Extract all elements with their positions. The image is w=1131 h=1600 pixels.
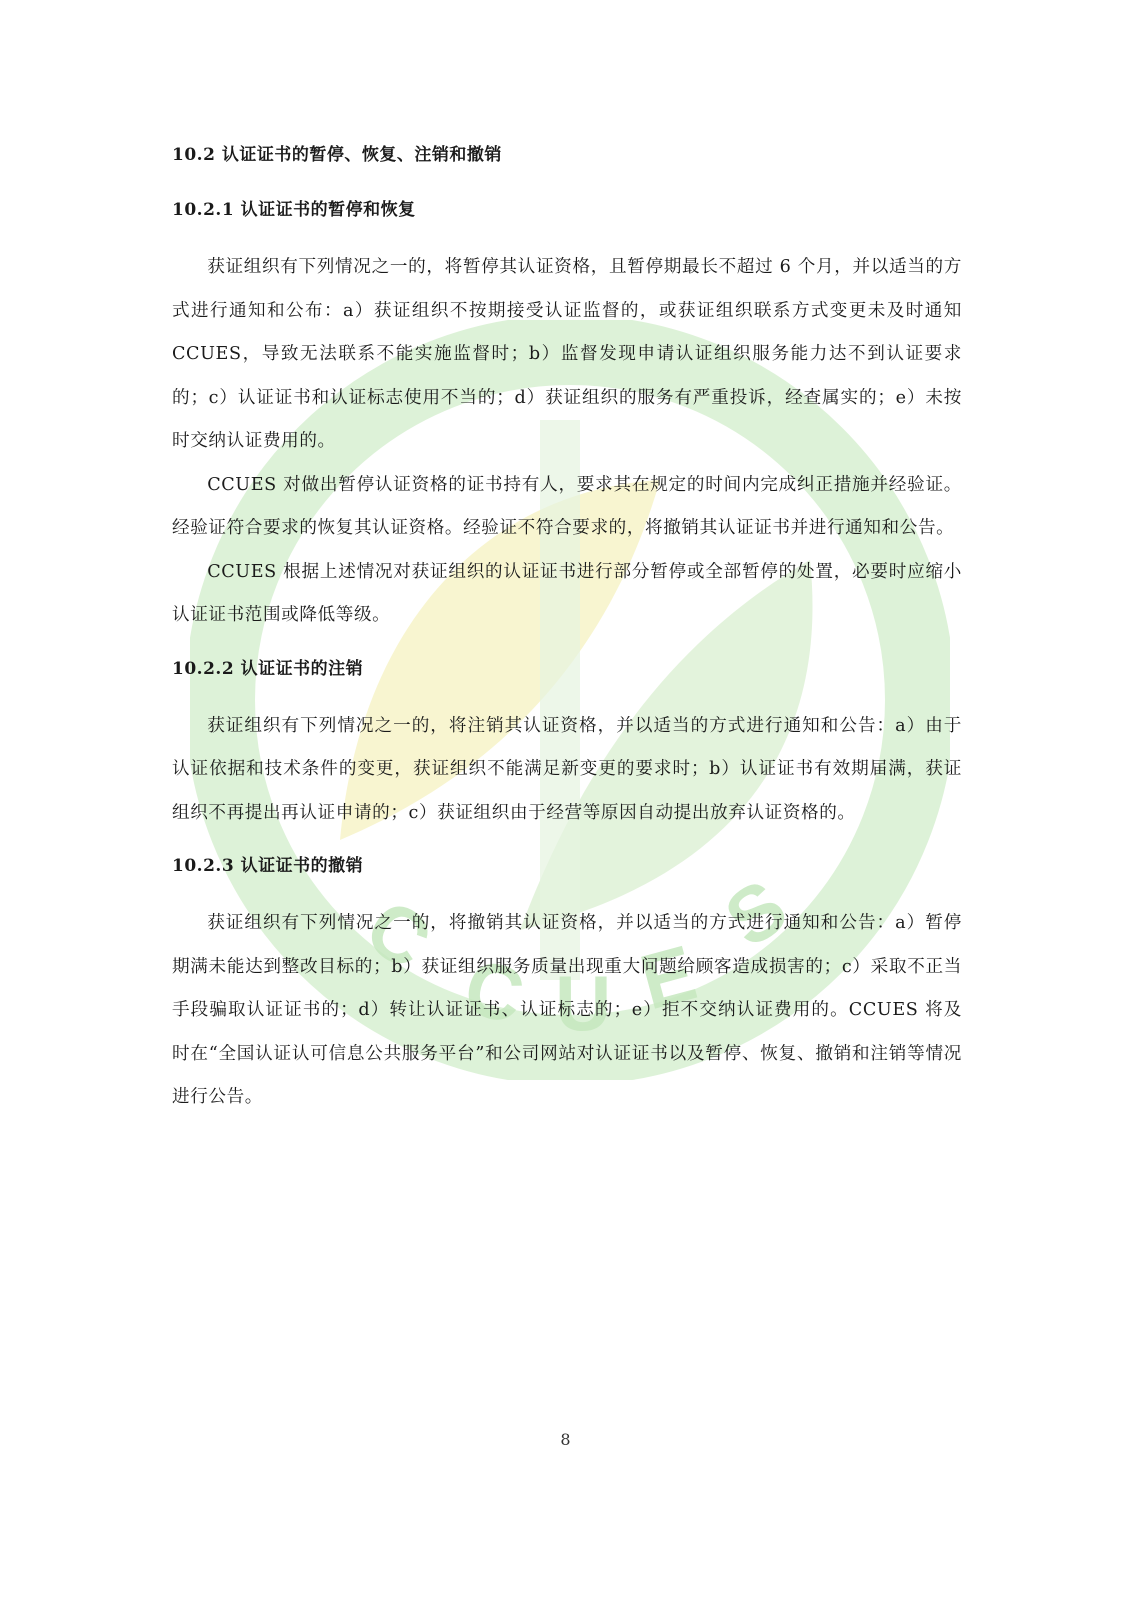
section-heading-10-2-2: 10.2.2 认证证书的注销 <box>172 658 364 679</box>
watermark-letter: S <box>709 861 803 964</box>
paragraph: 获证组织有下列情况之一的，将暂停其认证资格，且暂停期最长不超过 6 个月，并以适当的方式进行通知和公布：a）获证组织不按期接受认证监督的，或获证组织联系方式变更未及时通知 CCUES，导致无法联系不能实施监督时；b）监督发现申请认证组织服务能力达不到认证要求的；c）认证证书和认证标志使用不当的；d）获证组织的服务有严重投诉，经查属实的；e）未按时交纳认证费用的。 <box>172 257 962 451</box>
paragraph: 获证组织有下列情况之一的，将注销其认证资格，并以适当的方式进行通知和公告：a）由于认证依据和技术条件的变更，获证组织不能满足新变更的要求时；b）认证证书有效期届满，获证组织不再提出再认证申请的；c）获证组织由于经营等原因自动提出放弃认证资格的。 <box>172 715 962 823</box>
watermark-letter: C <box>350 881 447 987</box>
page-number: 8 <box>560 1430 571 1449</box>
section-heading-10-2-1: 10.2.1 认证证书的暂停和恢复 <box>172 200 416 220</box>
watermark-letter: U <box>555 959 612 1047</box>
paragraph: CCUES 对做出暂停认证资格的证书持有人，要求其在规定的时间内完成纠正措施并经验证。经验证符合要求的恢复其认证资格。经验证不符合要求的，将撤销其认证证书并进行通知和公告。 <box>172 474 962 538</box>
paragraph: 获证组织有下列情况之一的，将撤销其认证资格，并以适当的方式进行通知和公告：a）暂停期满未能达到整改目标的；b）获证组织服务质量出现重大问题给顾客造成损害的；c）采取不正当手段骗取认证证书的；d）转让认证证书、认证标志的；e）拒不交纳认证费用的。CCUES 将及时在“全国认证认可信息公共服务平台”和公司网站对认证证书以及暂停、恢复、撤销和注销等情况进行公告。 <box>172 913 962 1107</box>
paragraph: CCUES 根据上述情况对获证组织的认证证书进行部分暂停或全部暂停的处置，必要时应缩小认证证书范围或降低等级。 <box>172 561 962 625</box>
section-heading-10-2: 10.2 认证证书的暂停、恢复、注销和撤销 <box>172 145 502 165</box>
watermark-letter: E <box>631 927 705 1027</box>
document-body <box>172 140 962 1120</box>
watermark-letter: C <box>455 941 533 1042</box>
section-heading-10-2-3: 10.2.3 认证证书的撤销 <box>172 856 364 876</box>
